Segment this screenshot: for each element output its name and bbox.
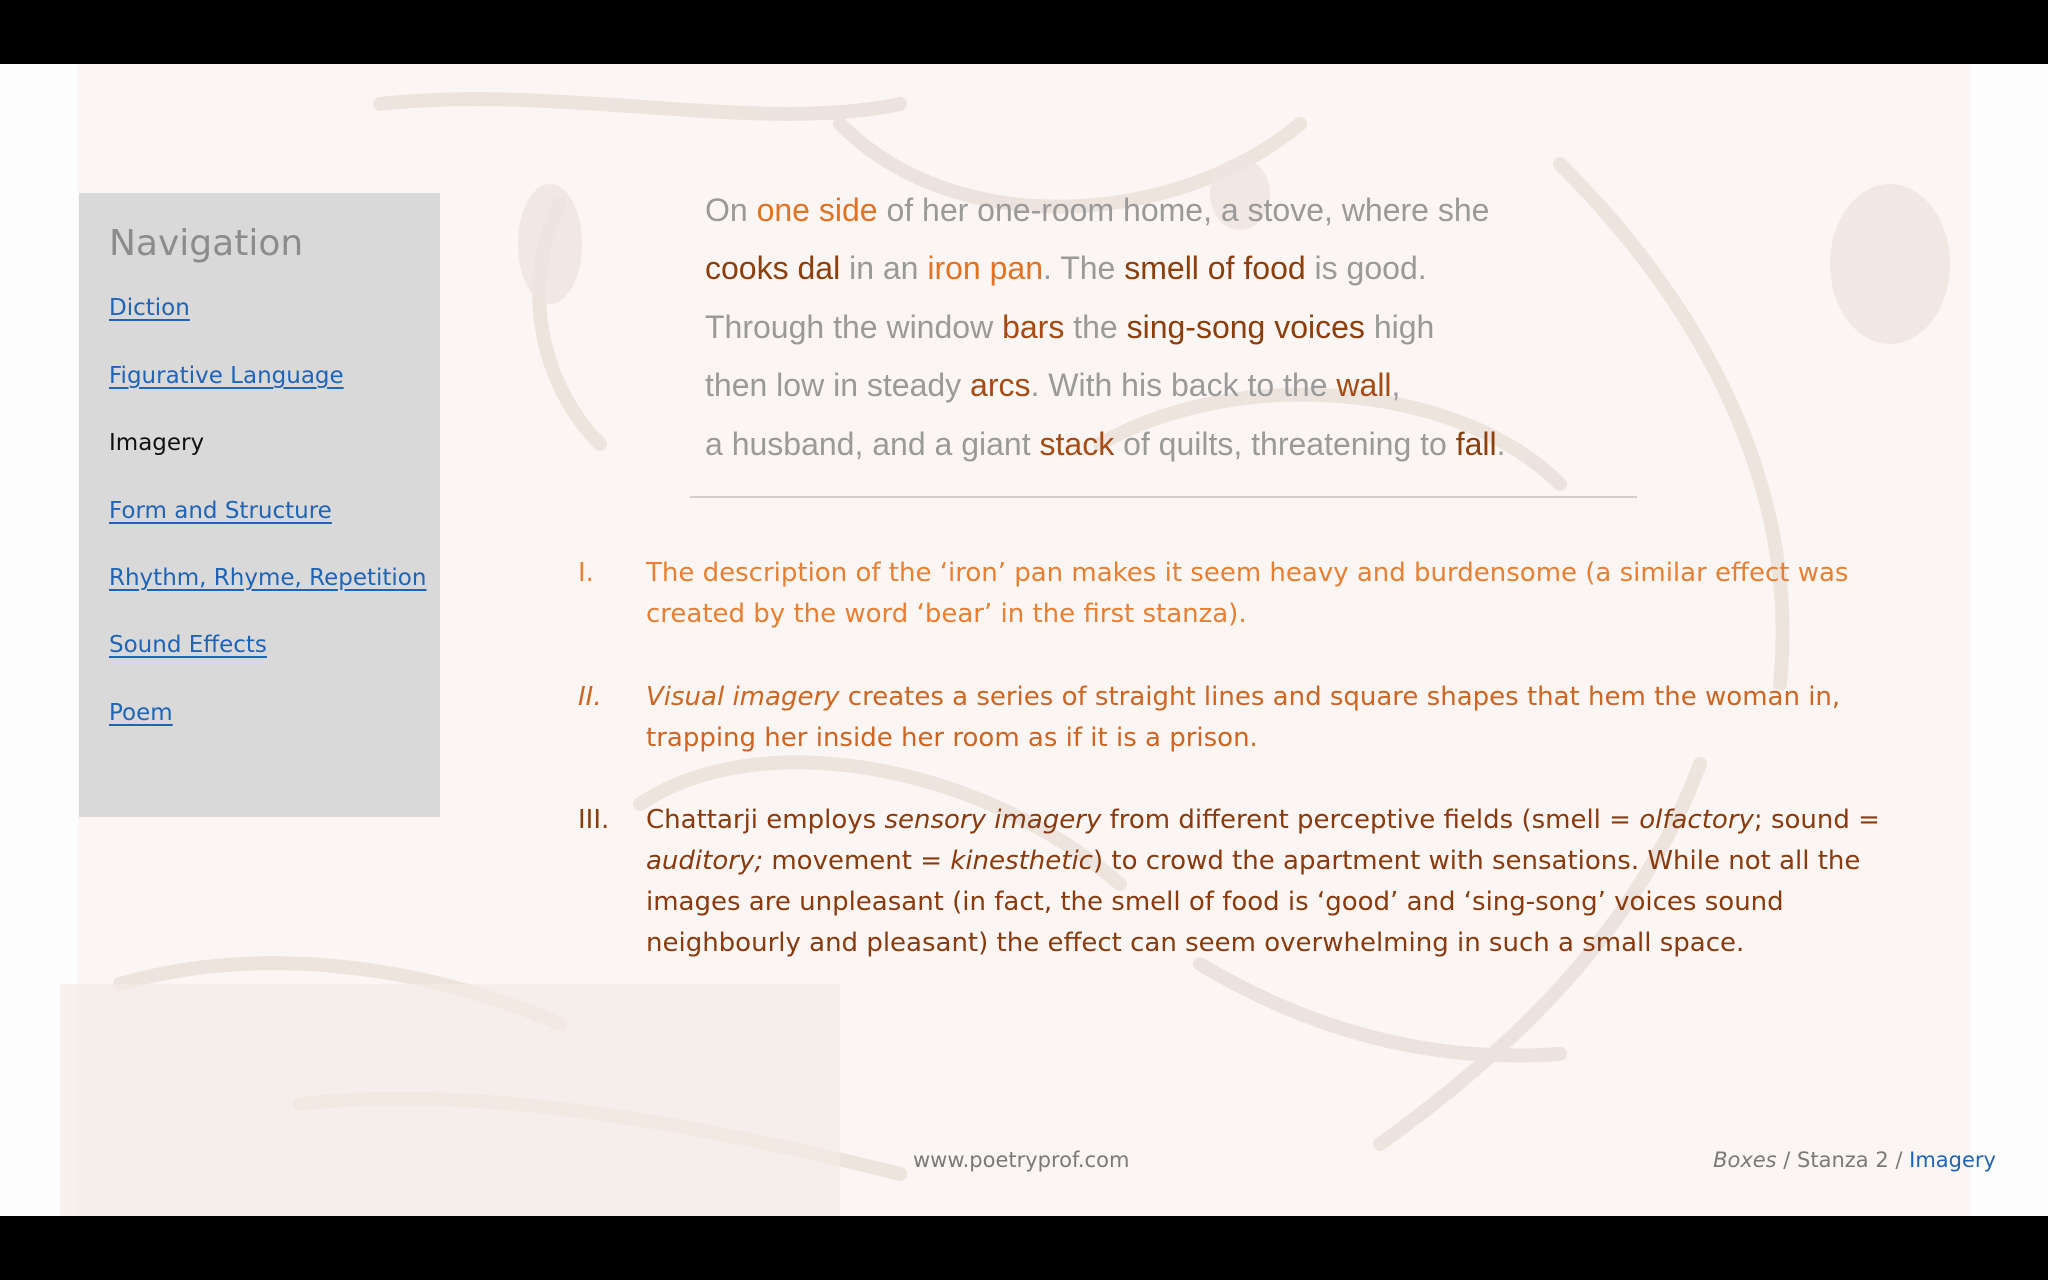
point-text-segment: ; sound = — [1753, 805, 1880, 835]
poem-text: . With his back to the — [1030, 367, 1337, 404]
poem-text: On — [705, 192, 757, 228]
poem-highlight: sing-song voices — [1126, 308, 1365, 345]
nav-link-sound-effects[interactable]: Sound Effects — [109, 632, 267, 658]
nav-link-diction[interactable]: Diction — [109, 295, 190, 321]
slide — [0, 64, 2048, 1216]
poem-highlight: iron pan — [927, 250, 1043, 287]
poem-excerpt — [705, 181, 1655, 473]
analysis-point — [578, 800, 1908, 964]
breadcrumb-separator: / — [1776, 1148, 1798, 1172]
poem-text: in an — [840, 250, 928, 287]
poem-line — [705, 239, 1655, 297]
point-text-segment: Chattarji employs — [646, 805, 885, 835]
breadcrumb-separator: / — [1888, 1148, 1910, 1172]
poem-line — [705, 356, 1655, 414]
poem-text: of her one-room home, a stove, where she — [877, 192, 1490, 228]
poem-highlight: fall — [1455, 425, 1497, 462]
point-emphasis: auditory; — [646, 846, 764, 876]
navigation-title: Navigation — [109, 223, 304, 264]
point-numeral: I. — [578, 558, 594, 588]
point-text-segment: creates a series of straight lines and square shapes that hem the woman in, trapping her inside her room as if it is a prison. — [646, 682, 1841, 753]
point-emphasis: sensory imagery — [884, 805, 1102, 835]
nav-link-poem[interactable]: Poem — [109, 700, 173, 726]
point-numeral: III. — [578, 805, 610, 835]
poem-line — [705, 415, 1655, 473]
footer-url: www.poetryprof.com — [913, 1148, 1130, 1172]
poem-text: Through the window — [705, 308, 1003, 345]
breadcrumb-stanza: Stanza 2 — [1797, 1148, 1889, 1172]
breadcrumb-book: Boxes — [1713, 1148, 1777, 1172]
point-text — [646, 677, 1908, 759]
point-emphasis: olfactory — [1639, 805, 1754, 835]
poem-text: . — [1496, 425, 1506, 462]
analysis-point — [578, 553, 1908, 635]
navigation-panel — [79, 193, 440, 817]
point-emphasis: kinesthetic — [950, 846, 1093, 876]
poem-highlight: stack — [1039, 425, 1115, 462]
poem-highlight: one side — [756, 192, 878, 228]
poem-highlight: wall — [1336, 367, 1392, 404]
poem-text: the — [1064, 308, 1127, 345]
nav-link-rhythm-rhyme-repetition[interactable]: Rhythm, Rhyme, Repetition — [109, 565, 427, 591]
poem-text: high — [1364, 308, 1435, 345]
nav-link-imagery: Imagery — [109, 430, 205, 456]
nav-link-form-and-structure[interactable]: Form and Structure — [109, 498, 332, 524]
poem-line — [705, 298, 1655, 356]
point-numeral: II. — [578, 682, 602, 712]
divider — [690, 496, 1637, 498]
poem-text: a husband, and a giant — [705, 425, 1040, 462]
point-text-segment: movement = — [763, 846, 951, 876]
poem-highlight: bars — [1002, 308, 1065, 345]
point-emphasis: Visual imagery — [646, 682, 840, 712]
poem-text: is good. — [1305, 250, 1427, 287]
analysis-point — [578, 677, 1908, 759]
breadcrumb — [1713, 1148, 1996, 1172]
poem-highlight: cooks dal — [705, 250, 841, 287]
breadcrumb-current[interactable]: Imagery — [1909, 1148, 1996, 1172]
point-text — [646, 800, 1908, 964]
point-text-segment: from different perceptive fields (smell = — [1101, 805, 1640, 835]
poem-text: of quilts, threatening to — [1114, 425, 1456, 462]
poem-text: then low in steady — [705, 367, 971, 404]
poem-text: , — [1391, 367, 1401, 404]
point-text-segment: ) to crowd the apartment with sensations. While not all the images are unpleasant (in fact, the smell of food is ‘good’ and ‘sing-song’ voices sound neighbourly and pleasant) the effect can seem overwhelming in such a small space. — [646, 846, 1861, 958]
poem-highlight: smell of food — [1124, 250, 1306, 287]
poem-line — [705, 181, 1655, 239]
point-text — [646, 553, 1908, 635]
nav-link-figurative-language[interactable]: Figurative Language — [109, 363, 344, 389]
point-text-segment: The description of the ‘iron’ pan makes it seem heavy and burdensome (a similar effect was created by the word ‘bear’ in the first stanza). — [646, 558, 1849, 629]
poem-text: . The — [1043, 250, 1125, 287]
poem-highlight: arcs — [970, 367, 1031, 404]
